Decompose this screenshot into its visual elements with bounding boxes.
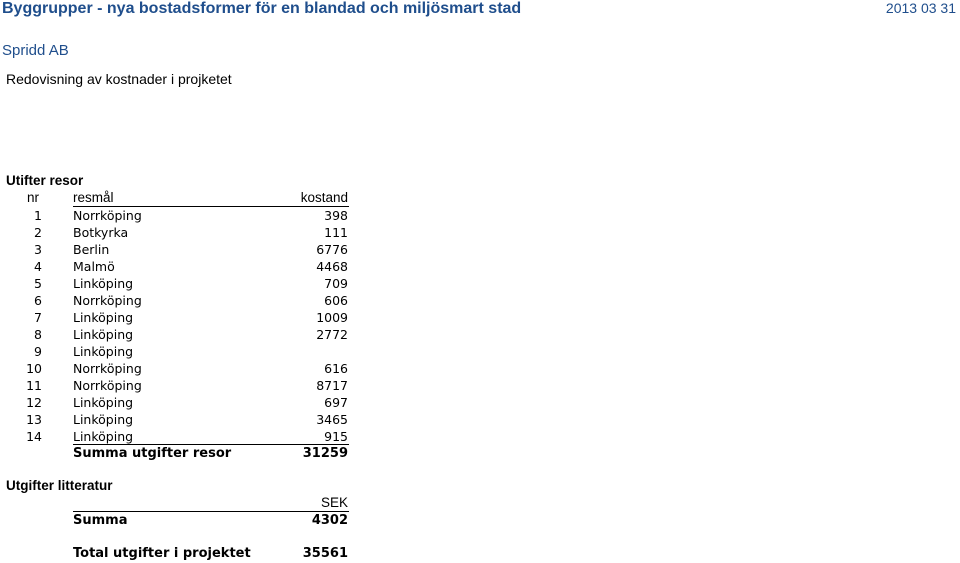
row-cost: 3465: [316, 412, 348, 427]
table-row: [0, 275, 360, 292]
travel-table: [0, 207, 360, 445]
col-header-destination: resmål: [73, 190, 114, 205]
table-row: [0, 360, 360, 377]
literature-sum-row: [0, 512, 360, 529]
row-cost: 111: [324, 225, 348, 240]
table-row: [0, 428, 360, 445]
total-row: [0, 545, 360, 562]
col-header-cost: kostand: [300, 190, 348, 205]
row-nr: 13: [26, 412, 42, 427]
row-cost: 4468: [316, 259, 348, 274]
row-nr: 1: [34, 208, 42, 223]
travel-heading: Utifter resor: [6, 173, 84, 188]
row-destination: Norrköping: [73, 293, 142, 308]
row-destination: Linköping: [73, 310, 134, 325]
row-destination: Berlin: [73, 242, 110, 257]
row-nr: 2: [34, 225, 42, 240]
literature-sum-label: Summa: [73, 513, 128, 528]
row-nr: 7: [34, 310, 42, 325]
row-nr: 14: [26, 429, 42, 444]
document-date: 2013 03 31: [885, 0, 956, 16]
row-cost: 8717: [316, 378, 348, 393]
row-nr: 9: [34, 344, 42, 359]
table-row: [0, 411, 360, 428]
row-destination: Norrköping: [73, 208, 142, 223]
row-cost: 1009: [316, 310, 348, 325]
row-nr: 3: [34, 242, 42, 257]
table-row: [0, 343, 360, 360]
table-row: [0, 292, 360, 309]
row-cost: 606: [324, 293, 348, 308]
literature-sum-value: 4302: [311, 513, 348, 528]
document-subtitle: Redovisning av kostnader i projketet: [6, 71, 232, 87]
table-row: [0, 258, 360, 275]
row-nr: 6: [34, 293, 42, 308]
literature-currency: SEK: [320, 495, 348, 510]
row-cost: 915: [324, 429, 348, 444]
row-destination: Linköping: [73, 395, 134, 410]
row-destination: Linköping: [73, 327, 134, 342]
table-row: [0, 224, 360, 241]
row-destination: Linköping: [73, 344, 134, 359]
row-cost: 398: [324, 208, 348, 223]
total-value: 35561: [302, 546, 348, 561]
row-destination: Norrköping: [73, 361, 142, 376]
total-label: Total utgifter i projektet: [73, 546, 251, 561]
table-row: [0, 326, 360, 343]
row-nr: 4: [34, 259, 42, 274]
row-cost: 616: [324, 361, 348, 376]
row-destination: Botkyrka: [73, 225, 129, 240]
row-nr: 12: [26, 395, 42, 410]
document-title: Byggrupper - nya bostadsformer för en blandad och miljösmart stad: [2, 0, 522, 17]
row-cost: 697: [324, 395, 348, 410]
travel-sum-label: Summa utgifter resor: [73, 446, 232, 461]
row-destination: Linköping: [73, 412, 134, 427]
row-nr: 10: [26, 361, 42, 376]
travel-sum-row: [0, 445, 360, 462]
row-nr: 11: [26, 378, 42, 393]
row-cost: 6776: [316, 242, 348, 257]
table-row: [0, 241, 360, 258]
row-cost: 2772: [316, 327, 348, 342]
travel-sum-value: 31259: [302, 446, 348, 461]
row-destination: Linköping: [73, 276, 134, 291]
col-header-nr: nr: [27, 190, 40, 205]
row-nr: 5: [34, 276, 42, 291]
row-destination: Norrköping: [73, 378, 142, 393]
table-row: [0, 309, 360, 326]
row-nr: 8: [34, 327, 42, 342]
row-destination: Linköping: [73, 429, 134, 444]
row-cost: 709: [324, 276, 348, 291]
company-name: Spridd AB: [2, 42, 69, 59]
table-row: [0, 394, 360, 411]
table-row: [0, 207, 360, 224]
literature-heading: Utgifter litteratur: [6, 478, 113, 493]
row-destination: Malmö: [73, 259, 115, 274]
table-row: [0, 377, 360, 394]
